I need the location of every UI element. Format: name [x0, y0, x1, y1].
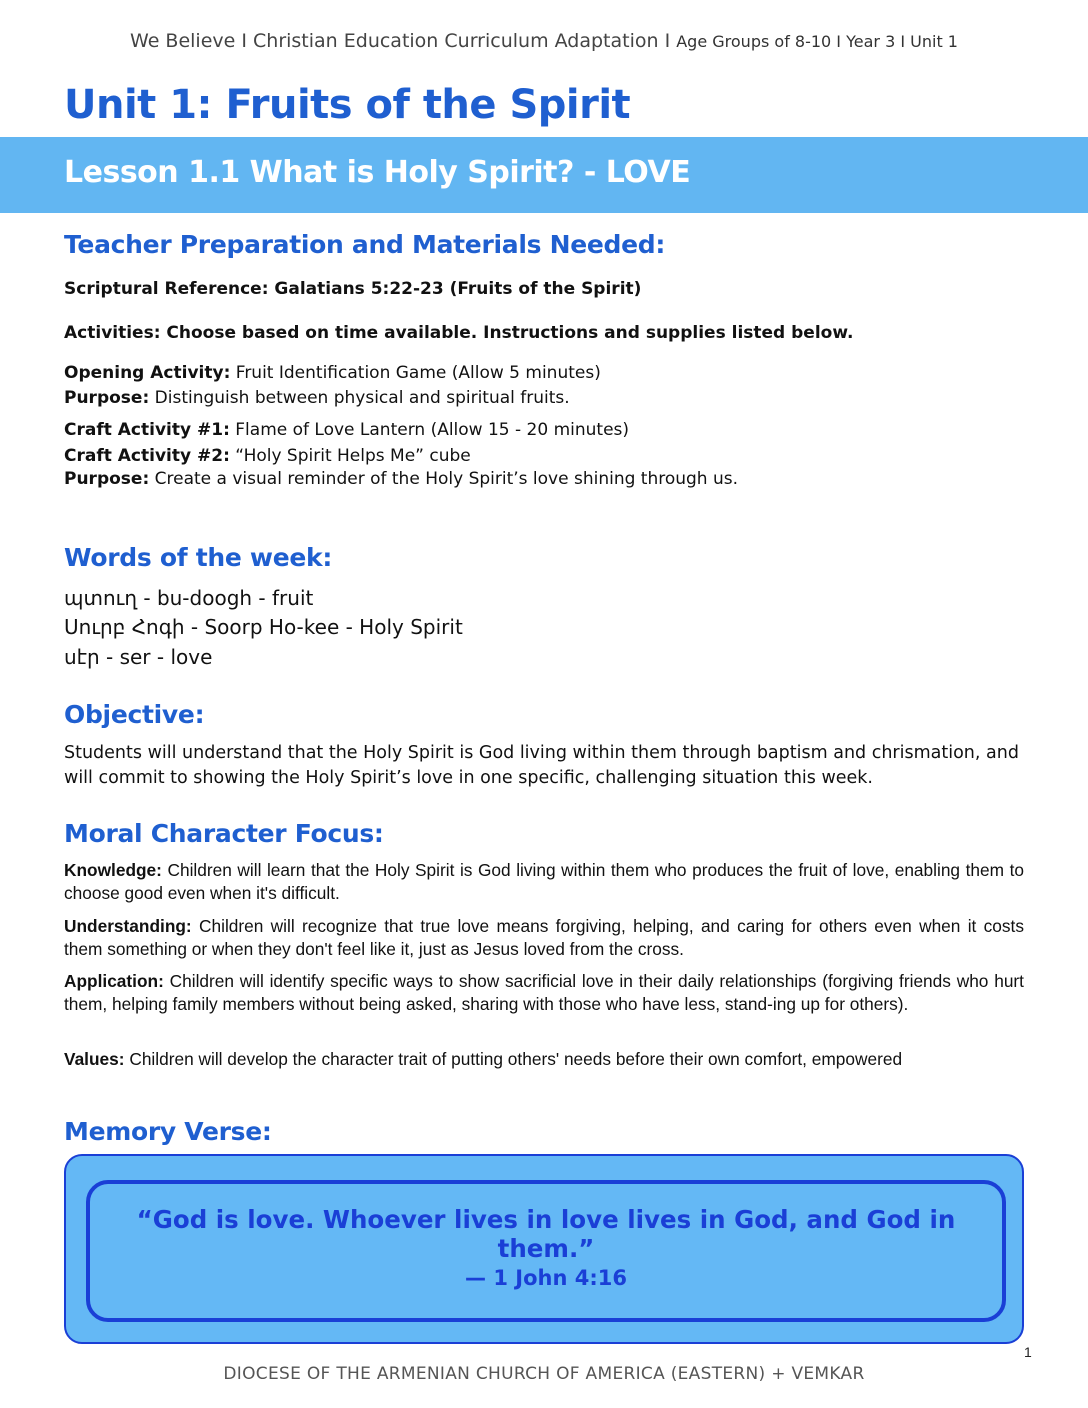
craft-activity-2	[64, 446, 471, 466]
footer-text: DIOCESE OF THE ARMENIAN CHURCH OF AMERICA (EASTERN) + VEMKAR	[223, 1364, 865, 1384]
item-text: Create a visual reminder of the Holy Spirit’s love shining through us.	[154, 469, 739, 489]
item-label: Knowledge:	[64, 860, 162, 880]
memory-verse-reference: — 1 John 4:16	[465, 1266, 627, 1290]
opening-purpose	[64, 388, 570, 408]
item-label: Craft Activity #2:	[64, 446, 230, 466]
objective-heading: Objective:	[64, 700, 205, 729]
item-text: Children will identify specific ways to show sacrificial love in their daily relationships (forgiving friends who hurt them, helping family members without being asked, sharing with those who have less, stand-ing up for others).	[64, 971, 1024, 1014]
opening-activity	[64, 363, 601, 383]
item-label: Purpose:	[64, 388, 150, 408]
objective-line-2: will commit to showing the Holy Spirit’s love in one specific, challenging situation this week.	[64, 768, 873, 788]
page-number: 1	[1024, 1344, 1032, 1360]
item-text: Distinguish between physical and spiritual fruits.	[154, 388, 570, 408]
header-text-small: Age Groups of 8-10 I Year 3 I Unit 1	[676, 32, 958, 51]
item-label: Understanding:	[64, 916, 192, 936]
item-label: Craft Activity #1:	[64, 420, 230, 440]
header-text-main: We Believe I Christian Education Curriculum Adaptation I	[130, 30, 671, 52]
item-text: “Holy Spirit Helps Me” cube	[235, 446, 471, 466]
item-text: Flame of Love Lantern (Allow 15 - 20 minutes)	[235, 420, 630, 440]
prep-heading: Teacher Preparation and Materials Needed:	[64, 230, 666, 259]
item-label: Purpose:	[64, 469, 150, 489]
moral-values	[64, 1048, 1024, 1071]
moral-heading: Moral Character Focus:	[64, 819, 384, 848]
word-item: սէր - ser - love	[64, 645, 213, 669]
item-text: Children will learn that the Holy Spirit is God living within them who produces the fruit of love, enabling them to choose good even when it's difficult.	[64, 860, 1024, 903]
craft-activity-1	[64, 420, 629, 440]
item-label: Application:	[64, 971, 164, 991]
moral-application	[64, 970, 1024, 1016]
scriptural-reference: Scriptural Reference: Galatians 5:22-23 (Fruits of the Spirit)	[64, 279, 642, 299]
craft-purpose	[64, 469, 738, 489]
item-text: Children will develop the character trait of putting others' needs before their own comfort, empowered	[129, 1049, 903, 1069]
moral-understanding	[64, 915, 1024, 961]
words-heading: Words of the week:	[64, 543, 333, 572]
activities-note: Activities: Choose based on time available. Instructions and supplies listed below.	[64, 323, 854, 343]
lesson-title: Lesson 1.1 What is Holy Spirit? - LOVE	[64, 155, 691, 190]
word-item: Սուրբ Հոգի - Soorp Ho-kee - Holy Spirit	[64, 615, 463, 639]
word-item: պտուղ - bu-doogh - fruit	[64, 586, 314, 610]
moral-knowledge	[64, 859, 1024, 905]
unit-title: Unit 1: Fruits of the Spirit	[64, 82, 631, 128]
item-label: Opening Activity:	[64, 363, 231, 383]
objective-line-1: Students will understand that the Holy Spirit is God living within them through baptism and chrismation, and	[64, 743, 1019, 763]
running-header	[0, 30, 1088, 52]
item-label: Values:	[64, 1049, 125, 1069]
memory-heading: Memory Verse:	[64, 1117, 272, 1146]
item-text: Fruit Identification Game (Allow 5 minutes)	[235, 363, 601, 383]
item-text: Children will recognize that true love means forgiving, helping, and caring for others even when it costs them something or when they don't feel like it, just as Jesus loved from the cross.	[64, 916, 1025, 959]
memory-verse-text: “God is love. Whoever lives in love lives in God, and God in them.”	[136, 1205, 956, 1263]
